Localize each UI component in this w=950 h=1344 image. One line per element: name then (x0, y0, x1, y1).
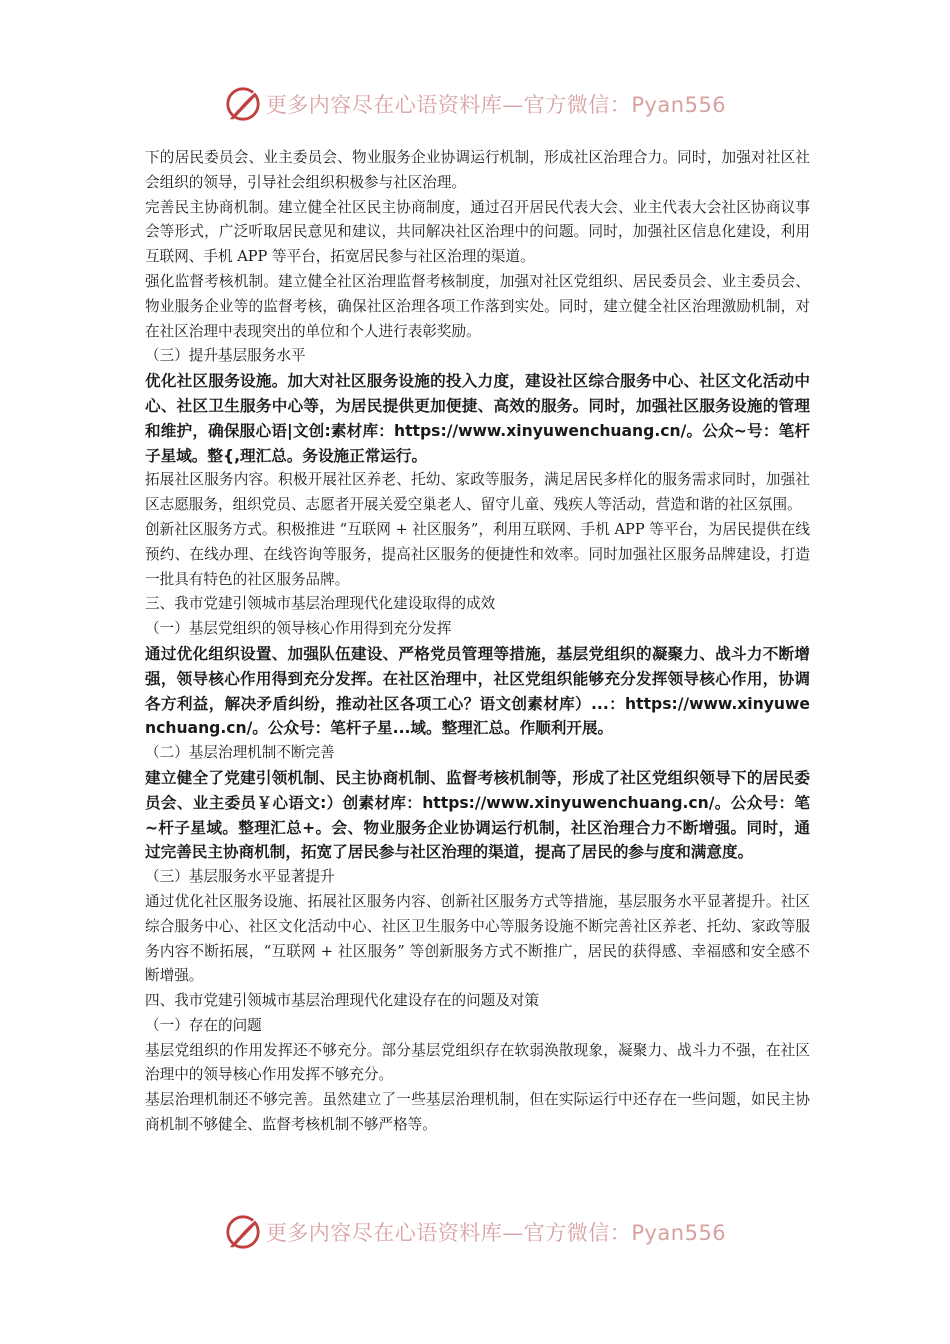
section-heading: （二）基层治理机制不断完善 (145, 744, 335, 762)
paragraph: 拓展社区服务内容。积极开展社区养老、托幼、家政等服务，满足居民多样化的服务需求同时，加强社区志愿服务，组织党员、志愿者开展关爱空巢老人、留守儿童、残疾人等活动，营造和谐的社区氛围。 (145, 471, 810, 514)
paragraph: 下的居民委员会、业主委员会、物业服务企业协调运行机制，形成社区治理合力。同时，加强对社区社会组织的领导，引导社会组织积极参与社区治理。 (145, 149, 810, 191)
quill-logo-icon (224, 85, 262, 123)
paragraph: 强化监督考核机制。建立健全社区治理监督考核制度，加强对社区党组织、居民委员会、业主委员会、物业服务企业等的监督考核，确保社区治理各项工作落到实处。同时，建立健全社区治理激励机制，对在社区治理中表现突出的单位和个人进行表彰奖励。 (145, 272, 810, 340)
paragraph: 优化社区服务设施。加大对社区服务设施的投入力度，建设社区综合服务中心、社区文化活动中心、社区卫生服务中心等，为居民提供更加便捷、高效的服务。同时，加强社区服务设施的管理和维护，确保服心语|文创:素材库：https://www.xinyuwenchuang.cn/。公众~号：笔杆子星域。整{,理汇总。务设施正常运行。 (145, 372, 810, 465)
paragraph: 完善民主协商机制。建立健全社区民主协商制度，通过召开居民代表大会、业主代表大会社区协商议事会等形式，广泛听取居民意见和建议，共同解决社区治理中的问题。同时，加强社区信息化建设，利用互联网、手机 APP 等平台，拓宽居民参与社区治理的渠道。 (145, 198, 810, 266)
paragraph: 基层治理机制还不够完善。虽然建立了一些基层治理机制，但在实际运行中还存在一些问题，如民主协商机制不够健全、监督考核机制不够严格等。 (145, 1091, 810, 1134)
paragraph: 创新社区服务方式。积极推进 “互联网 + 社区服务”，利用互联网、手机 APP 等平台，为居民提供在线预约、在线办理、在线咨询等服务，提高社区服务的便捷性和效率。同时加强社区服务品牌建设，打造一批具有特色的社区服务品牌。 (145, 520, 810, 588)
paragraph: 通过优化组织设置、加强队伍建设、严格党员管理等措施，基层党组织的凝聚力、战斗力不断增强，领导核心作用得到充分发挥。在社区治理中，社区党组织能够充分发挥领导核心作用，协调各方利益，解决矛盾纠纷，推动社区各项工心？语文创素材库）...：https://www.xinyuwenchuang.cn/。公众号：笔杆子星...域。整理汇总。作顺利开展。 (145, 644, 810, 738)
header-banner (0, 80, 950, 128)
section-heading: （三）提升基层服务水平 (145, 347, 306, 365)
document-body (145, 146, 810, 1138)
section-heading: （一）存在的问题 (145, 1016, 262, 1034)
header-banner-id: Pyan556 (631, 93, 727, 117)
footer-banner (0, 1208, 950, 1256)
paragraph: 建立健全了党建引领机制、民主协商机制、监督考核机制等，形成了社区党组织领导下的居民委员会、业主委员￥心语文:）创素材库：https://www.xinyuwenchuang.cn/。公众号：笔~杆子星域。整理汇总+。会、物业服务企业协调运行机制，社区治理合力不断增强。同时，通过完善民主协商机制，拓宽了居民参与社区治理的渠道，提高了居民的参与度和满意度。 (145, 768, 810, 862)
paragraph: 通过优化社区服务设施、拓展社区服务内容、创新社区服务方式等措施，基层服务水平显著提升。社区综合服务中心、社区文化活动中心、社区卫生服务中心等服务设施不断完善社区养老、托幼、家政等服务内容不断拓展，“互联网 + 社区服务” 等创新服务方式不断推广，居民的获得感、幸福感和安全感不断增强。 (145, 892, 810, 985)
paragraph: 基层党组织的作用发挥还不够充分。部分基层党组织存在软弱涣散现象，凝聚力、战斗力不强，在社区治理中的领导核心作用发挥不够充分。 (145, 1041, 810, 1084)
footer-banner-text: 更多内容尽在心语资料库—官方微信： (265, 1221, 632, 1245)
footer-banner-id: Pyan556 (631, 1221, 727, 1245)
section-heading: 三、我市党建引领城市基层治理现代化建设取得的成效 (145, 595, 496, 613)
header-banner-text: 更多内容尽在心语资料库—官方微信： (265, 93, 632, 117)
section-heading: （一）基层党组织的领导核心作用得到充分发挥 (145, 620, 452, 638)
quill-logo-icon (224, 1213, 262, 1251)
section-heading: （三）基层服务水平显著提升 (145, 868, 335, 886)
section-heading: 四、我市党建引领城市基层治理现代化建设存在的问题及对策 (145, 992, 540, 1010)
